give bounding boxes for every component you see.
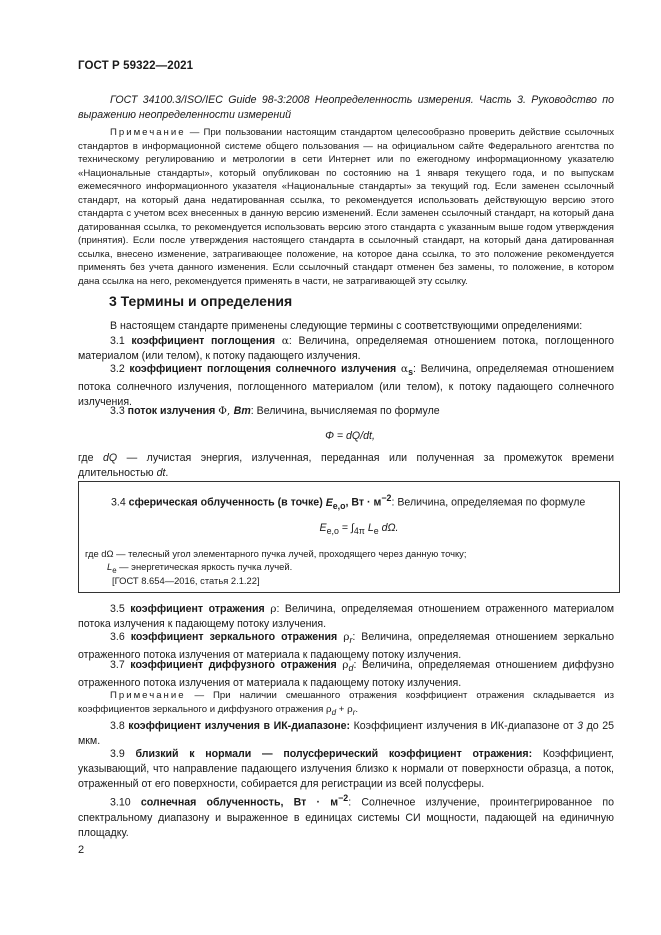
formula-end: dΩ. (378, 522, 399, 534)
term-symbol: ρ (343, 631, 350, 643)
term-number: 3.3 (110, 405, 128, 417)
note-end: . (355, 703, 359, 715)
note-symbol-sub: d (331, 707, 337, 717)
term-name: коэффициент диффузного отражения (130, 659, 343, 671)
term-unit-exponent: −2 (381, 493, 392, 503)
term-definition: : Солнечное излучение, проинтегрированное по спектральному диапазону и выраженное в единицах системы СИ мощности, падающей на единичную площадку. (78, 796, 614, 839)
term-definition: Коэффициент, указывающий, что направление падающего излучения близко к нормали от поверхности образца, а поток, отраженный от его поверхности, собирается для регистрации из всей полусферы. (78, 748, 614, 790)
term-symbol: α (281, 335, 289, 347)
term-definition: : Величина, определяемая по формуле (391, 496, 586, 509)
note-symbol-sub: r (352, 707, 356, 717)
term-3-9 (78, 747, 614, 792)
where-variable: L (107, 561, 113, 572)
term-unit: Вт (233, 405, 251, 417)
where-variable-2: dt (156, 467, 166, 479)
term-source: [ГОСТ 8.654—2016, статья 2.1.22] (112, 575, 260, 586)
formula-where (78, 451, 614, 481)
term-number: 3.7 (110, 659, 131, 671)
term-subscript: s (408, 367, 413, 378)
term-3-8 (78, 719, 614, 749)
term-number: 3.4 (111, 496, 129, 509)
where-description: — энергетическая яркость пучка лучей. (116, 561, 293, 572)
note-label: Примечание (110, 127, 186, 138)
term-subscript: d (348, 663, 354, 674)
term-3-1 (78, 334, 614, 364)
term-name: сферическая облученность (в точке) (128, 496, 326, 509)
section-intro: В настоящем стандарте применены следующие термины с соответствующими определениями: (110, 320, 583, 332)
formula-integral-sub: 4π (353, 526, 365, 537)
where-variable: dQ (102, 452, 118, 464)
term-symbol: E (325, 496, 333, 509)
formula-where-box (85, 547, 615, 560)
term-number: 3.10 (110, 796, 141, 809)
term-symbol: Φ, (218, 405, 234, 417)
term-number: 3.6 (110, 631, 131, 643)
formula-left: E (319, 522, 327, 534)
term-subscript: r (349, 635, 353, 646)
document-header: ГОСТ Р 59322—2021 (78, 60, 194, 72)
term-3-3 (78, 404, 614, 419)
where-label: где (78, 452, 103, 464)
note-plus: + (336, 703, 348, 715)
term-number: 3.9 (110, 748, 136, 760)
term-symbol: ρ (270, 603, 277, 615)
note-reflection (78, 689, 614, 719)
term-unit-exponent: −2 (338, 793, 349, 803)
term-definition-end: до 25 мкм. (78, 720, 614, 747)
where-label: где d (85, 548, 107, 559)
term-value: 3 (577, 720, 584, 732)
term-definition: : Величина, определяемая отношением потока солнечного излучения, поглощенного материалом (или телом), к потоку падающего солнечного излучения. (78, 363, 614, 409)
term-unit: , Вт · м (345, 496, 382, 509)
note-label: Примечание (110, 690, 186, 701)
term-3-4 (111, 491, 611, 514)
term-name: коэффициент зеркального отражения (130, 631, 344, 643)
where-end: . (165, 467, 169, 479)
term-3-5 (78, 602, 614, 632)
note-text: — При наличии смешанного отражения коэффициент отражения складывается из коэффициентов зеркального и диффузного отражения (78, 690, 614, 715)
term-name: коэффициент поглощения (131, 335, 282, 347)
term-subscript: e,o (332, 500, 346, 511)
term-definition: : Величина, определяемая отношением отраженного материалом потока излучения к падающему потоку излучения. (78, 603, 615, 630)
term-number: 3.8 (110, 720, 129, 732)
term-definition: Коэффициент излучения в ИК-диапазоне от (350, 720, 578, 732)
formula-irradiance (279, 522, 439, 536)
note-symbol: ρ (347, 703, 353, 715)
term-definition: : Величина, вычисляемая по формуле (250, 405, 440, 417)
formula-flux (300, 430, 400, 442)
term-definition: : Величина, определяемая отношением потока, поглощенного материалом (или телом), к потоку падающего излучения. (78, 335, 614, 362)
page-number: 2 (78, 844, 85, 856)
where-description: — лучистая энергия, излученная, переданная или полученная за промежуток времени длительностью (78, 452, 615, 479)
term-3-10 (78, 791, 614, 841)
term-number: 3.5 (110, 603, 131, 615)
note-references (78, 126, 614, 288)
formula-integral: = ∫ (338, 522, 354, 534)
term-name: коэффициент излучения в ИК-диапазоне: (128, 720, 351, 732)
term-number: 3.1 (110, 335, 132, 347)
formula-right-sub: e (373, 526, 379, 537)
note-symbol: ρ (326, 703, 332, 715)
section-title: 3 Термины и определения (109, 293, 293, 309)
term-name: коэффициент отражения (130, 603, 271, 615)
note-text: — При пользовании настоящим стандартом целесообразно проверить действие ссылочных стандартов в информационной системе общего пользования — на официальном сайте Федерального агентства по техническому регулированию и метрологии в сети Интернет или по ежегодному информационному указателю «Национальные стандарты», который опубликован по состоянию на 1 января текущего года, и по выпускам ежемесячного информационного указателя «Национальные стандарты» за текущий год. Если заменен ссылочный стандарт, на который дана недатированная ссылка, то рекомендуется использовать действующую версию этого стандарта с учетом всех внесенных в данную версию изменений. Если заменен ссылочный стандарт, на который дана датированная ссылка, то рекомендуется использовать версию этого стандарта с указанным выше годом утверждения (принятия). Если после утверждения настоящего стандарта в ссылочный стандарт, на который дана датированная ссылка, внесено изменение, затрагивающее положение, на которое дана ссылка, то это положение рекомендуется применять без учета данного изменения. Если ссылочный стандарт отменен без замены, то положение, в котором дана ссылка на него, рекомендуется применять в части, не затрагивающей эту ссылку. (78, 127, 614, 287)
term-number: 3.2 (110, 363, 130, 375)
where-description: Ω — телесный угол элементарного пучка лучей, проходящего через данную точку; (106, 548, 467, 559)
formula-text: Φ = dQ/dt, (325, 430, 375, 442)
term-definition: : Величина, определяемая отношением зеркально отраженного потока излучения от материала к падающему потоку излучения. (78, 631, 614, 662)
term-name: солнечная облученность, Вт · м (140, 796, 339, 809)
reference-entry: ГОСТ 34100.3/ISO/IEC Guide 98-3:2008 Неопределенность измерения. Часть 3. Руководство по выражению неопределенности измерений (78, 94, 614, 121)
term-3-4-box (78, 481, 620, 593)
term-symbol: ρ (342, 659, 349, 671)
term-3-2 (78, 362, 614, 410)
term-symbol: α (400, 363, 409, 375)
term-definition: : Величина, определяемая отношением диффузно отраженного потока излучения от материала к падающему потоку излучения. (78, 659, 614, 690)
term-name: поток излучения (127, 405, 219, 417)
term-3-7 (78, 658, 614, 691)
formula-right: L (364, 522, 374, 534)
term-name: близкий к нормали — полусферический коэффициент отражения: (135, 748, 533, 760)
where-variable-sub: e (112, 565, 117, 575)
term-name: коэффициент поглощения солнечного излучения (129, 363, 401, 375)
formula-left-sub: e,o (326, 526, 339, 537)
